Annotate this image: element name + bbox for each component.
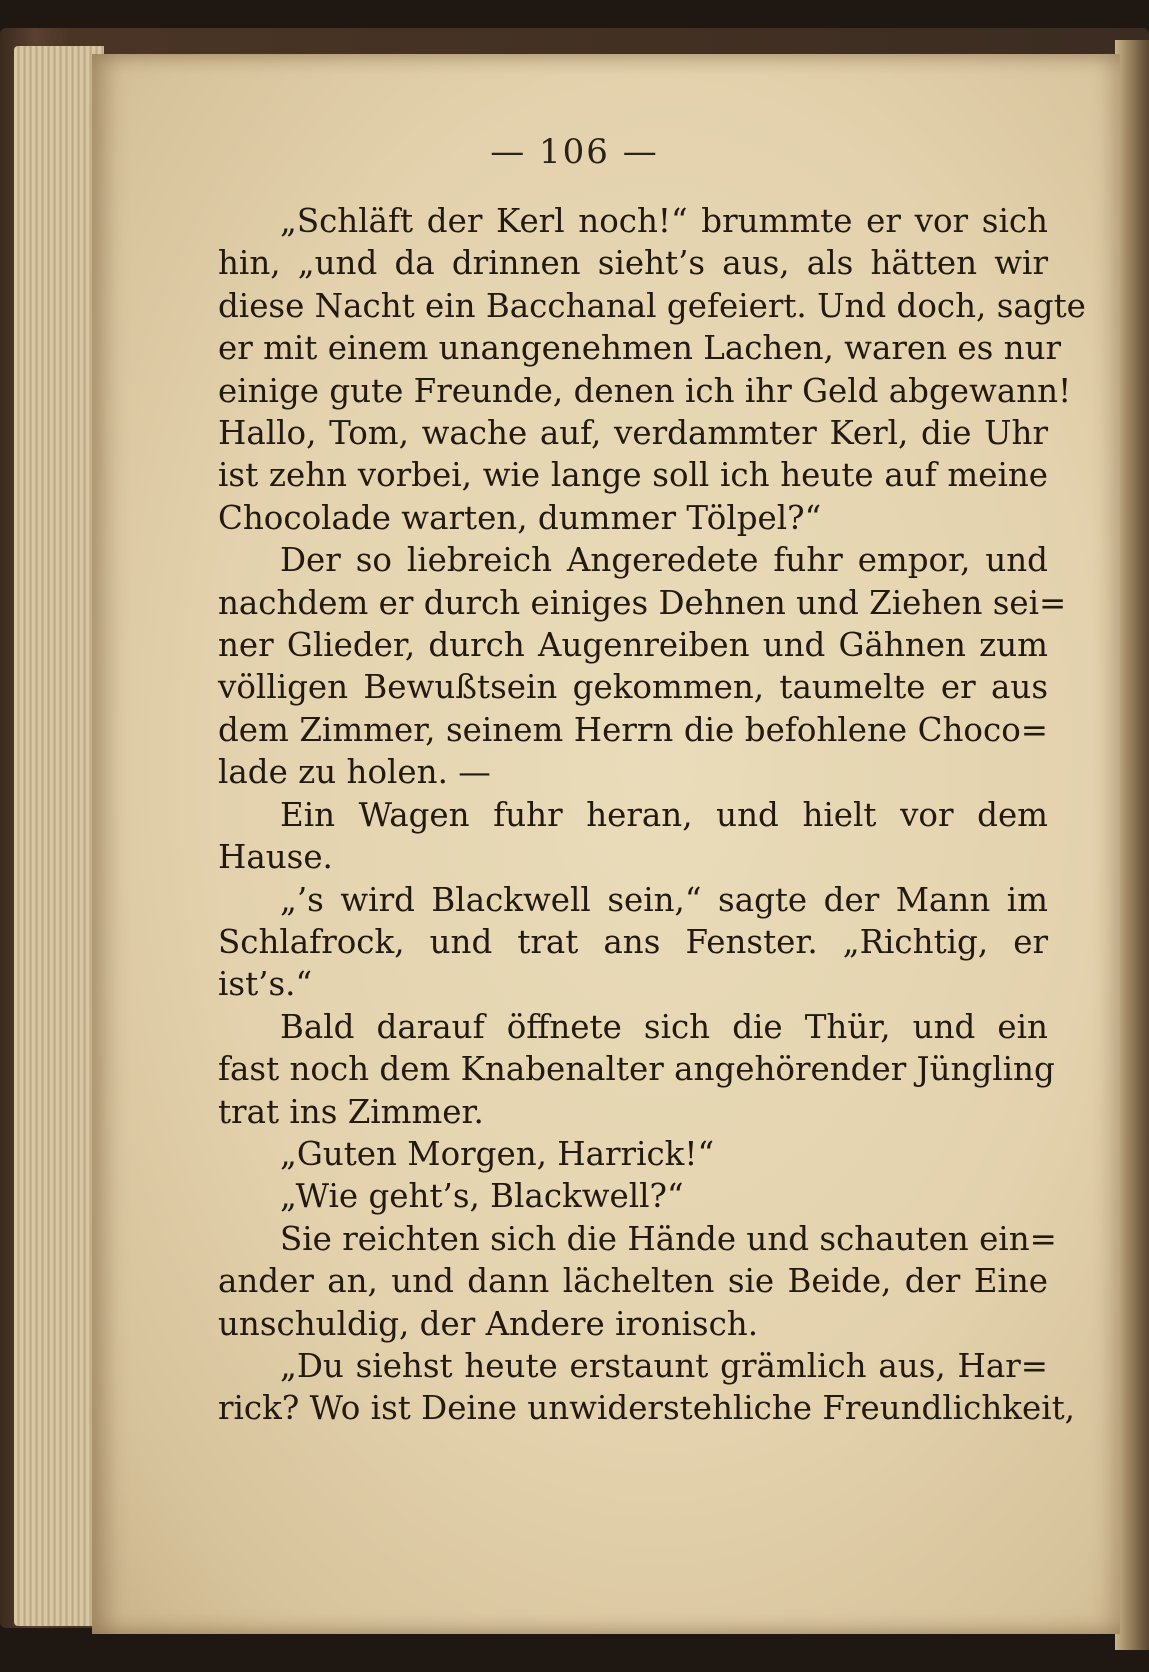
body-text: [218, 200, 1086, 1430]
text-line: Bald darauf öffnete sich die Thür, und ein: [280, 1007, 1048, 1046]
text-line: diese Nacht ein Bacchanal gefeiert. Und doch, sagte: [218, 286, 1086, 325]
text-line: ander an, und dann lächelten sie Beide, der Eine: [218, 1262, 1048, 1301]
text-line: „Du siehst heute erstaunt grämlich aus, Har=: [280, 1346, 1048, 1385]
text-line: Hallo, Tom, wache auf, verdammter Kerl, die Uhr: [218, 414, 1048, 453]
text-line: Ein Wagen fuhr heran, und hielt vor dem: [280, 795, 1048, 834]
text-line: „Schläft der Kerl noch!“ brummte er vor sich: [280, 202, 1048, 240]
page-edges-left: [14, 46, 104, 1626]
text-line: dem Zimmer, seinem Herrn die befohlene Choco=: [218, 710, 1048, 749]
text-line: „’s wird Blackwell sein,“ sagte der Mann im: [280, 880, 1048, 919]
text-line: Der so liebreich Angeredete fuhr empor, und: [280, 541, 1048, 580]
text-line: einige gute Freunde, denen ich ihr Geld abgewann!: [218, 371, 1072, 410]
text-line: Hause.: [218, 838, 333, 877]
text-line: Chocolade warten, dummer Tölpel?“: [218, 498, 822, 537]
page-edges-right: [1115, 40, 1149, 1650]
text-line: ist’s.“: [218, 965, 313, 1004]
text-line: trat ins Zimmer.: [218, 1092, 484, 1131]
page-number: — 106 —: [490, 132, 659, 172]
text-line: hin, „und da drinnen sieht’s aus, als hätten wir: [218, 244, 1048, 283]
text-line: Sie reichten sich die Hände und schauten ein=: [280, 1219, 1057, 1258]
text-line: „Wie geht’s, Blackwell?“: [280, 1177, 684, 1216]
text-line: unschuldig, der Andere ironisch.: [218, 1304, 759, 1343]
text-line: ner Glieder, durch Augenreiben und Gähnen zum: [218, 626, 1048, 665]
text-line: fast noch dem Knabenalter angehörender Jüngling: [218, 1050, 1055, 1089]
text-line: Schlafrock, und trat ans Fenster. „Richtig, er: [218, 922, 1048, 961]
text-line: „Guten Morgen, Harrick!“: [280, 1134, 715, 1173]
text-line: ist zehn vorbei, wie lange soll ich heute auf meine: [218, 456, 1048, 495]
text-line: lade zu holen. —: [218, 753, 491, 792]
text-line: nachdem er durch einiges Dehnen und Ziehen sei=: [218, 583, 1067, 622]
text-line: er mit einem unangenehmen Lachen, waren es nur: [218, 329, 1062, 368]
text-line: völligen Bewußtsein gekommen, taumelte er aus: [218, 668, 1048, 707]
text-line: rick? Wo ist Deine unwiderstehliche Freundlichkeit,: [218, 1389, 1075, 1428]
